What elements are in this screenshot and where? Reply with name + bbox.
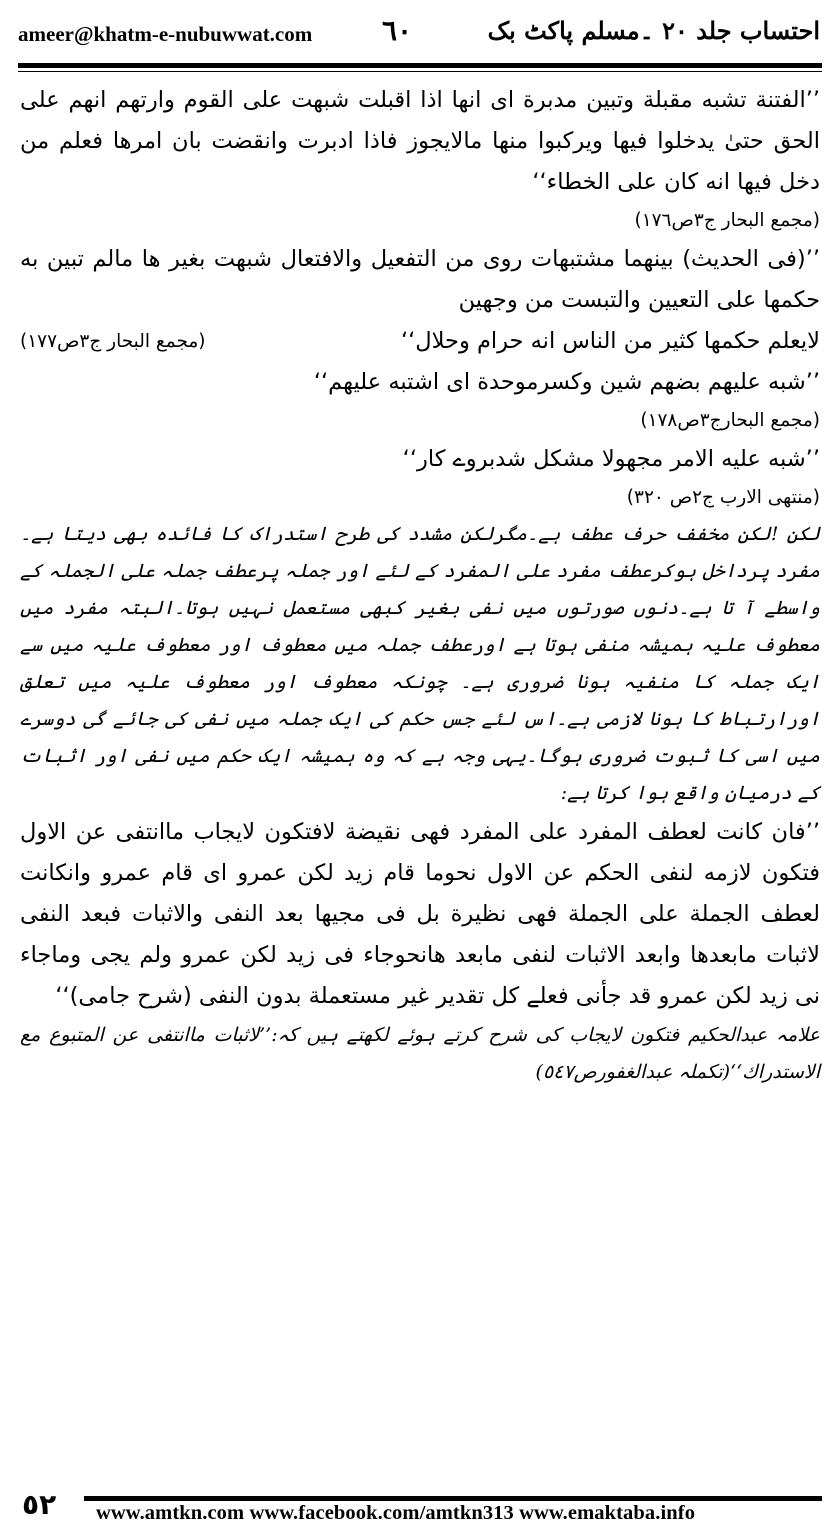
page-body: [20, 80, 820, 1091]
footer-urls: www.amtkn.com www.facebook.com/amtkn313 www.emaktaba.info: [96, 1502, 696, 1524]
arabic-quote-3: ’’شبه علیهم بضهم شین وکسرموحدة ای اشتبه علیهم‘‘: [313, 369, 820, 395]
header-book-title: احتساب جلد ٢٠ ۔مسلم پاکٹ بک: [487, 16, 820, 45]
reference-1: (مجمع البحار ج٣ص١٧٦): [634, 210, 820, 231]
reference-4: (منتهی الارب ج٢ص ٣٢٠): [626, 487, 820, 508]
footer-page-number: ٥٢: [22, 1488, 57, 1521]
reference-3: (مجمع البحارج٣ص١٧٨): [640, 410, 820, 431]
arabic-quote-5: ’’فان کانت لعطف المفرد علی المفرد فهی نقیضة لافتکون لایجاب ماانتفی عن الاول فتکون لازمه لنفی الحکم عن الاول نحوما قام زید لکن عمرو ای قام عمرو وانکانت لعطف الجملة علی الجملة فهی نظیرة بل فی مجیها بعد النفی والاثبات فبعد النفی لاثبات مابعدها وابعد الاثبات لنفی مابعد هانحوجاء فی زید لکن عمرو ولم یجی وماجاء نی زید لکن عمرو قد جأنی فعلے کل تقدیر غیر مستعملة بدون النفی (شرح جامی)‘‘: [20, 819, 820, 1009]
header-rule-thick: [18, 63, 822, 68]
arabic-quote-4: ’’شبه علیه الامر مجهولا مشکل شدبروے کار‘‘: [402, 446, 820, 472]
arabic-quote-2-last-line: [20, 321, 820, 362]
arabic-quote-1: ’’الفتنة تشبه مقبلة وتبين مدبرة ای انها اذا اقبلت شبهت علی القوم وارتهم انهم علی الحق حتیٰ یدخلوا فیها ویرکبوا منها مالایجوز فاذا ادبرت وانقضت بان امرها فعلم من دخل فیها انه کان علی الخطاء‘‘: [20, 87, 820, 195]
header-email: ameer@khatm-e-nubuwwat.com: [18, 22, 313, 46]
reference-2: (مجمع البحار ج٣ص١٧٧): [20, 331, 206, 352]
urdu-paragraph-1: لکن !لکن مخفف حرف عطف ہے۔مگرلکن مشدد کی طرح استدراک کا فائدہ بھی دیتا ہے۔مفرد پرداخل ہوکرعطف مفرد علی المفرد کے لئے اور جملہ پرعطف جملہ علی الجملہ کے واسطے آ تا ہے۔دنوں صورتوں میں نفی بغیر کبھی مستعمل نہیں ہوتا۔البتہ مفرد میں معطوف علیہ ہمیشہ منفی ہوتا ہے اورعطف جملہ میں معطوف اور معطوف علیہ میں سے ایک جملہ کا منفیہ ہونا ضروری ہے۔ چونکہ معطوف اور معطوف علیہ میں تعلق اورارتباط کا ہونا لازمی ہے۔اس لئے جس حکم کی ایک جملہ میں نفی کی جائے گی دوسرے میں اسی کا ثبوت ضروری ہوگا۔یہی وجہ ہے کہ وہ ہمیشہ ایک حکم میں نفی اور اثبات کے درمیان واقع ہوا کرتا ہے:: [20, 523, 820, 804]
page-header: [0, 0, 840, 60]
footer-rule: [84, 1496, 822, 1501]
header-page-number: ٦٠: [382, 14, 413, 47]
header-rule-thin: [18, 71, 822, 72]
arabic-quote-2-tail: لایعلم حکمها کثیر من الناس انه حرام وحلال‘‘: [400, 328, 820, 354]
urdu-paragraph-2: علامہ عبدالحکیم فتکون لایجاب کی شرح کرتے ہوئے لکھتے ہیں کہ:’’لاثبات ماانتفی عن المتبوع مع الاستدراك‘‘(تکملہ عبدالغفورص٥٤٧): [20, 1024, 820, 1083]
page-footer: [0, 1486, 840, 1540]
arabic-quote-2: ’’(فی الحدیث) بینهما مشتبهات روی من التفعیل والافتعال شبهت بغیر ها مالم تبین به حکمها علی التعیین والتبست من وجهین: [20, 246, 820, 313]
